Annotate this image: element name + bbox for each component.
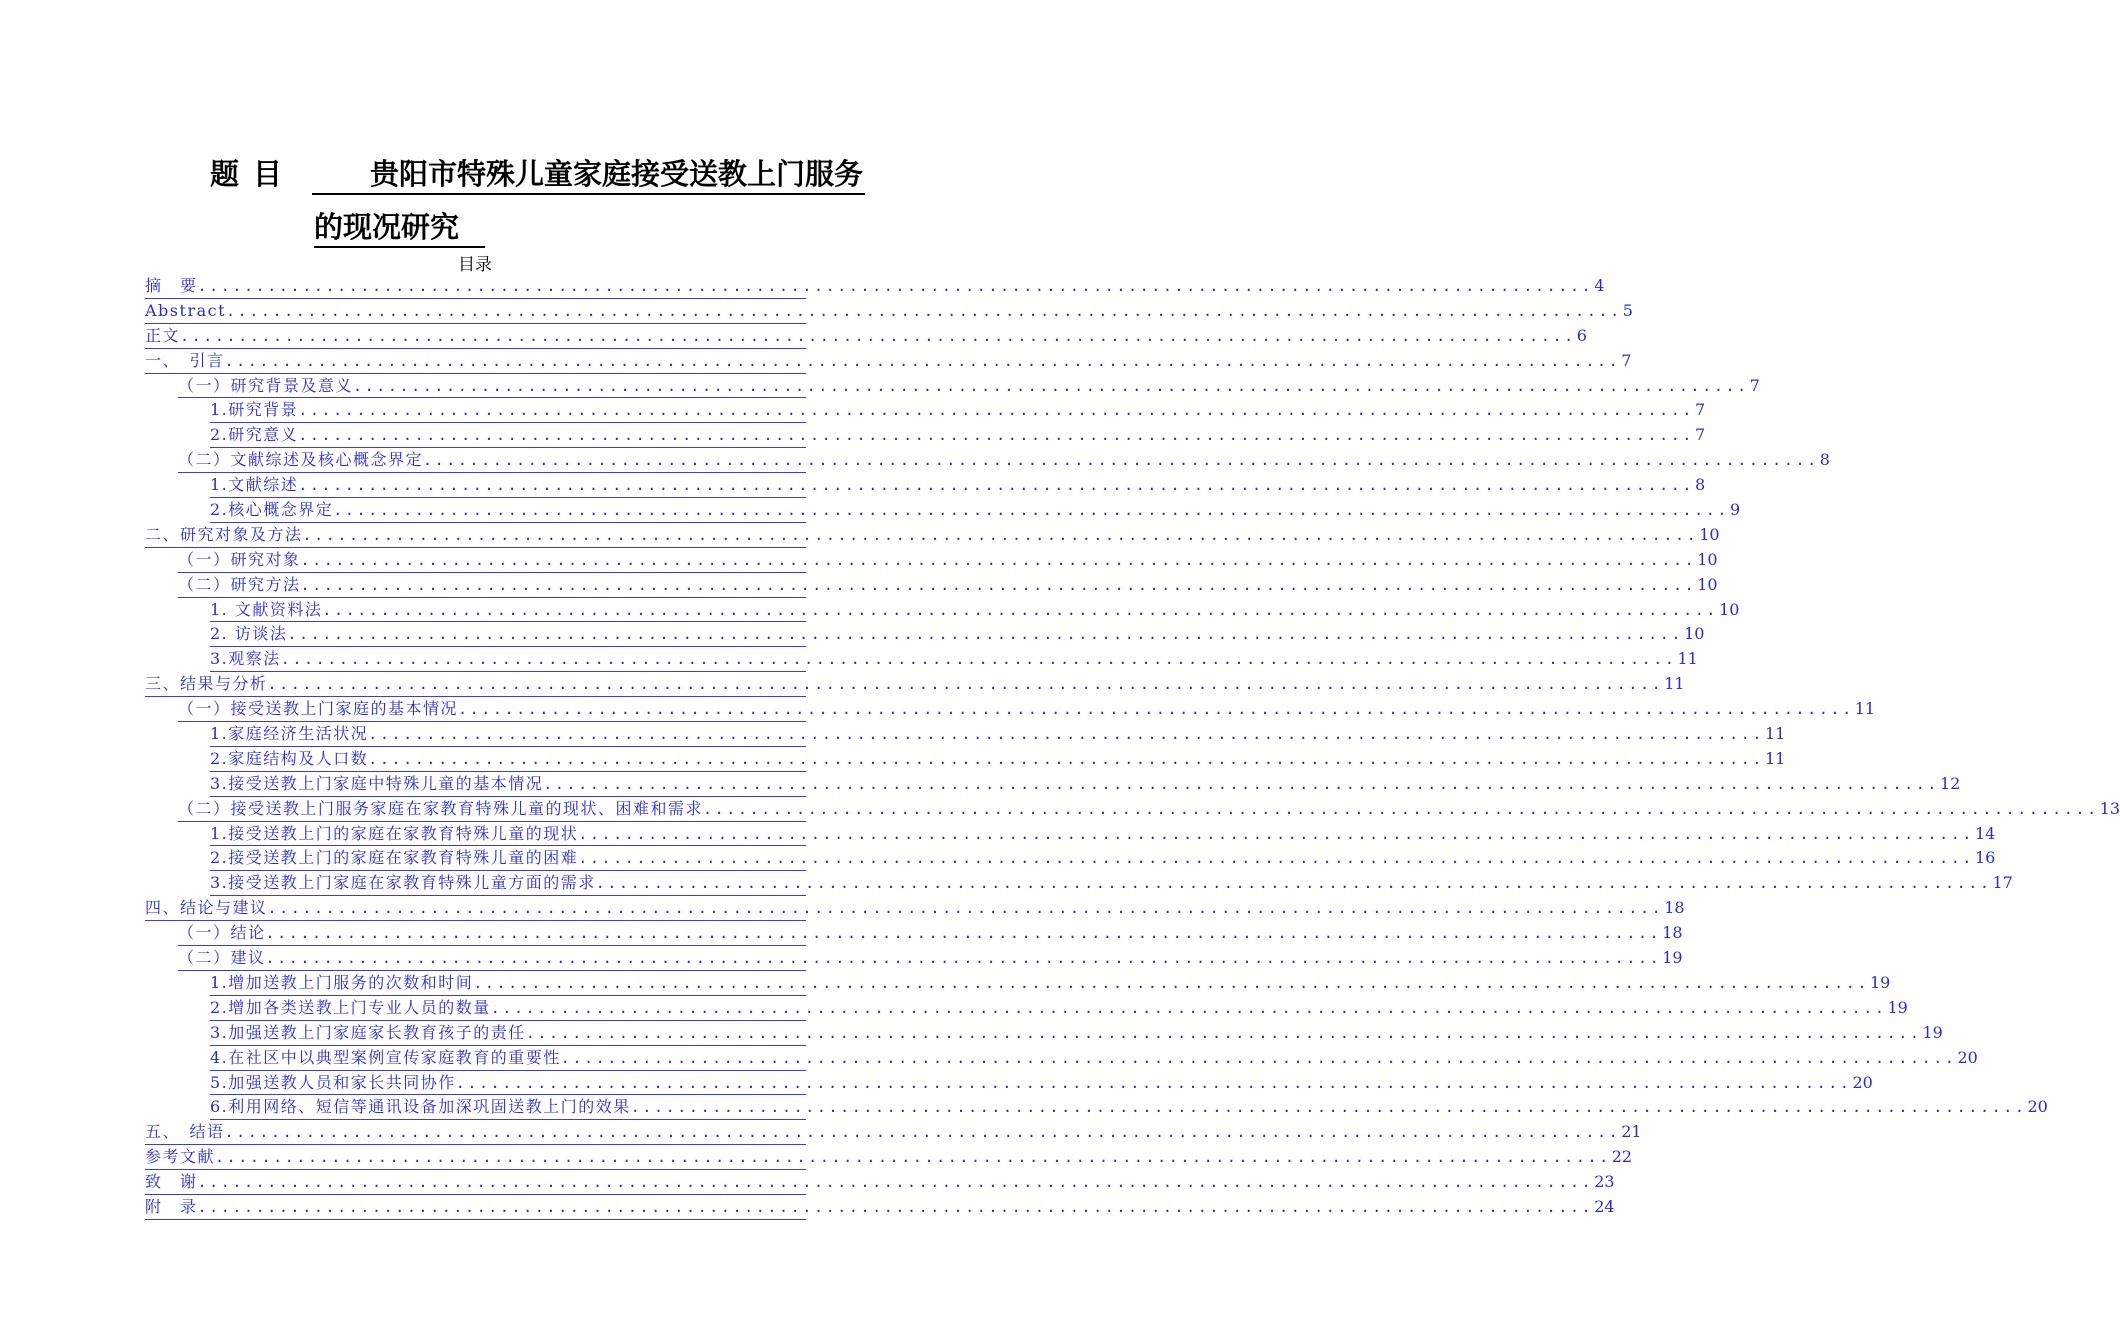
- toc-entry[interactable]: [210, 647, 1698, 672]
- toc-entry[interactable]: [210, 1046, 1978, 1071]
- toc-entry-page-number: 10: [1719, 599, 1740, 619]
- toc-dot-leader: ........................................................................................................................: [368, 725, 1764, 744]
- toc-entry-page-number: 10: [1684, 624, 1705, 644]
- toc-entry[interactable]: [210, 498, 1741, 523]
- toc-dot-leader: ........................................................................................................................: [267, 899, 1664, 918]
- toc-dot-leader: ........................................................................................................................: [302, 525, 1699, 544]
- toc-entry[interactable]: [145, 1145, 1633, 1170]
- toc-dot-leader: ........................................................................................................................: [265, 949, 1662, 968]
- toc-entry-label: 1.家庭经济生活状况: [210, 724, 369, 744]
- title-label: 题目: [210, 157, 297, 191]
- toc-dot-leader: ........................................................................................................................: [197, 1197, 1594, 1216]
- document-title-line-2: [314, 205, 485, 248]
- toc-entry[interactable]: [210, 747, 1786, 772]
- toc-entry-page-number: 20: [1957, 1047, 1978, 1067]
- toc-entry-label: 3.接受送教上门家庭在家教育特殊儿童方面的需求: [210, 873, 596, 893]
- title-text-part-2: 的现况研究: [314, 205, 485, 248]
- toc-entry-page-number: 20: [2027, 1097, 2048, 1117]
- toc-dot-leader: ........................................................................................................................: [560, 1048, 1957, 1067]
- title-text-part-1: 贵阳市特殊儿童家庭接受送教上门服务: [370, 152, 865, 195]
- toc-entry-page-number: 17: [1992, 873, 2013, 893]
- toc-dot-leader: ........................................................................................................................: [215, 1148, 1611, 1167]
- toc-dot-leader: ........................................................................................................................: [703, 799, 2099, 818]
- toc-entry-label: 摘 要: [145, 276, 198, 295]
- toc-dot-leader: ........................................................................................................................: [423, 451, 1819, 470]
- toc-entry-page-number: 12: [1939, 773, 1961, 793]
- toc-dot-leader: ........................................................................................................................: [287, 625, 1684, 644]
- toc-entry-label: （一）结论: [178, 923, 266, 943]
- toc-dot-leader: ........................................................................................................................: [543, 774, 1939, 793]
- toc-entry[interactable]: [210, 846, 1996, 871]
- toc-entry-label: 2.核心概念界定: [210, 500, 334, 520]
- toc-entry[interactable]: [145, 672, 1685, 697]
- toc-entry-label: 2. 访谈法: [210, 624, 288, 644]
- toc-entry-label: 1.接受送教上门的家庭在家教育特殊儿童的现状: [210, 823, 579, 843]
- toc-dot-leader: ........................................................................................................................: [197, 277, 1594, 295]
- toc-entry-label: （二）建议: [178, 948, 266, 968]
- toc-entry[interactable]: [178, 448, 1830, 473]
- toc-dot-leader: ........................................................................................................................: [298, 401, 1694, 420]
- toc-entry-label: 五、 结语: [145, 1122, 225, 1142]
- toc-dot-leader: ........................................................................................................................: [300, 550, 1697, 569]
- toc-dot-leader: ........................................................................................................................: [226, 301, 1622, 320]
- title-underline-gap: [312, 163, 370, 195]
- toc-entry-page-number: 7: [1694, 400, 1706, 420]
- toc-entry-page-number: 8: [1819, 450, 1830, 470]
- toc-entry-label: （一）研究对象: [178, 549, 301, 569]
- toc-entry[interactable]: [210, 398, 1706, 423]
- toc-dot-leader: ........................................................................................................................: [353, 376, 1749, 395]
- toc-entry[interactable]: [210, 598, 1740, 623]
- toc-entry[interactable]: [178, 797, 2120, 822]
- toc-dot-leader: ........................................................................................................................: [368, 749, 1764, 768]
- toc-entry-label: 二、研究对象及方法: [145, 524, 303, 544]
- toc-entry-label: （二）接受送教上门服务家庭在家教育特殊儿童的现状、困难和需求: [178, 798, 704, 818]
- toc-entry-label: （一）研究背景及意义: [178, 375, 354, 395]
- toc-entry[interactable]: [178, 374, 1760, 399]
- toc-entry[interactable]: [210, 971, 1891, 996]
- toc-entry-page-number: 19: [1922, 1022, 1943, 1042]
- toc-entry[interactable]: [145, 324, 1587, 349]
- toc-dot-leader: ........................................................................................................................: [490, 998, 1887, 1017]
- toc-entry[interactable]: [210, 822, 1996, 847]
- toc-heading: 目录: [458, 255, 492, 275]
- toc-entry-label: 附 录: [145, 1196, 198, 1216]
- toc-entry-page-number: 7: [1749, 375, 1760, 395]
- toc-entry-page-number: 11: [1854, 699, 1876, 719]
- toc-entry[interactable]: [210, 1095, 2048, 1120]
- toc-entry-label: 1.增加送教上门服务的次数和时间: [210, 972, 474, 992]
- toc-entry-label: 一、 引言: [145, 350, 225, 370]
- toc-entry-page-number: 20: [1852, 1072, 1873, 1092]
- toc-entry-page-number: 6: [1576, 325, 1587, 345]
- toc-dot-leader: ........................................................................................................................: [578, 824, 1974, 843]
- toc-dot-leader: ........................................................................................................................: [224, 1123, 1621, 1142]
- toc-entry-page-number: 24: [1594, 1196, 1615, 1216]
- toc-entry-label: 2.增加各类送教上门专业人员的数量: [210, 997, 491, 1017]
- toc-entry[interactable]: [210, 423, 1706, 448]
- toc-entry-page-number: 11: [1664, 674, 1685, 694]
- toc-dot-leader: ........................................................................................................................: [322, 600, 1719, 619]
- toc-entry[interactable]: [145, 1120, 1642, 1145]
- toc-entry-page-number: 19: [1869, 972, 1891, 992]
- toc-entry-page-number: 7: [1694, 425, 1706, 445]
- toc-dot-leader: ........................................................................................................................: [525, 1023, 1922, 1042]
- toc-entry[interactable]: [145, 274, 1605, 299]
- toc-entry-page-number: 11: [1764, 748, 1786, 768]
- toc-entry-label: 6.利用网络、短信等通讯设备加深巩固送教上门的效果: [210, 1097, 631, 1117]
- toc-entry-label: 参考文献: [145, 1147, 216, 1167]
- toc-entry-label: （一）接受送教上门家庭的基本情况: [178, 699, 459, 719]
- toc-entry-label: 4.在社区中以典型案例宣传家庭教育的重要性: [210, 1047, 561, 1067]
- toc-dot-leader: ........................................................................................................................: [578, 849, 1974, 868]
- toc-entry[interactable]: [178, 697, 1876, 722]
- toc-entry-page-number: 10: [1699, 524, 1720, 544]
- toc-entry-page-number: 22: [1611, 1147, 1633, 1167]
- toc-entry-label: 3.接受送教上门家庭中特殊儿童的基本情况: [210, 773, 544, 793]
- toc-entry-label: 2.研究意义: [210, 425, 299, 445]
- toc-entry[interactable]: [210, 772, 1961, 797]
- toc-entry[interactable]: [210, 871, 2013, 896]
- toc-entry-label: 致 谢: [145, 1172, 198, 1192]
- toc-entry-label: 2.家庭结构及人口数: [210, 748, 369, 768]
- toc-dot-leader: ........................................................................................................................: [630, 1098, 2027, 1117]
- toc-entry-label: 3.观察法: [210, 649, 281, 669]
- toc-dot-leader: ........................................................................................................................: [595, 874, 1992, 893]
- toc-entry[interactable]: [210, 473, 1706, 498]
- toc-entry-label: 5.加强送教人员和家长共同协作: [210, 1072, 456, 1092]
- toc-entry-page-number: 8: [1694, 475, 1706, 495]
- toc-entry-page-number: 11: [1677, 649, 1698, 669]
- toc-entry[interactable]: [210, 1021, 1943, 1046]
- toc-entry[interactable]: [178, 921, 1683, 946]
- toc-entry-page-number: 11: [1764, 724, 1786, 744]
- toc-entry[interactable]: [145, 896, 1685, 921]
- toc-entry[interactable]: [145, 523, 1720, 548]
- toc-dot-leader: ........................................................................................................................: [298, 426, 1694, 445]
- toc-entry[interactable]: [210, 722, 1786, 747]
- toc-entry-page-number: 10: [1697, 574, 1718, 594]
- toc-dot-leader: ........................................................................................................................: [280, 650, 1677, 669]
- toc-entry[interactable]: [178, 548, 1718, 573]
- toc-entry-label: （二）文献综述及核心概念界定: [178, 450, 424, 470]
- toc-entry-label: Abstract: [145, 300, 227, 320]
- toc-entry-label: （二）研究方法: [178, 574, 301, 594]
- table-of-contents: [145, 274, 2120, 1220]
- toc-entry[interactable]: [145, 1170, 1615, 1195]
- toc-entry-label: 1.文献综述: [210, 475, 299, 495]
- toc-dot-leader: ........................................................................................................................: [224, 351, 1621, 370]
- document-title-line-1: [210, 152, 865, 195]
- toc-entry[interactable]: [178, 946, 1683, 971]
- toc-entry[interactable]: [145, 1195, 1615, 1220]
- toc-dot-leader: ........................................................................................................................: [300, 575, 1697, 594]
- toc-entry-label: 四、结论与建议: [145, 898, 268, 918]
- toc-entry-page-number: 9: [1729, 500, 1741, 520]
- toc-entry-label: 1. 文献资料法: [210, 599, 323, 619]
- toc-entry[interactable]: [145, 299, 1633, 324]
- toc-entry-page-number: 5: [1622, 300, 1633, 320]
- toc-entry-page-number: 14: [1974, 823, 1996, 843]
- toc-dot-leader: ........................................................................................................................: [267, 675, 1664, 694]
- toc-entry[interactable]: [210, 622, 1705, 647]
- toc-dot-leader: ........................................................................................................................: [333, 501, 1729, 520]
- toc-entry-page-number: 7: [1621, 350, 1632, 370]
- toc-entry-page-number: 19: [1887, 997, 1908, 1017]
- toc-entry-label: 三、结果与分析: [145, 674, 268, 694]
- toc-dot-leader: ........................................................................................................................: [455, 1073, 1852, 1092]
- toc-entry-page-number: 18: [1662, 923, 1683, 943]
- toc-entry-page-number: 10: [1697, 549, 1718, 569]
- toc-dot-leader: ........................................................................................................................: [473, 973, 1869, 992]
- toc-entry-label: 1.研究背景: [210, 400, 299, 420]
- toc-entry-page-number: 13: [2099, 798, 2120, 818]
- toc-dot-leader: ........................................................................................................................: [458, 700, 1854, 719]
- toc-entry-page-number: 4: [1594, 276, 1605, 295]
- toc-dot-leader: ........................................................................................................................: [265, 924, 1662, 943]
- toc-entry[interactable]: [210, 996, 1908, 1021]
- toc-dot-leader: ........................................................................................................................: [197, 1173, 1594, 1192]
- toc-dot-leader: ........................................................................................................................: [180, 326, 1576, 345]
- toc-entry[interactable]: [145, 349, 1632, 374]
- toc-entry[interactable]: [178, 573, 1718, 598]
- toc-entry-label: 2.接受送教上门的家庭在家教育特殊儿童的困难: [210, 848, 579, 868]
- toc-entry-label: 正文: [145, 325, 181, 345]
- toc-entry-page-number: 23: [1594, 1172, 1615, 1192]
- toc-entry-page-number: 19: [1662, 948, 1683, 968]
- toc-entry[interactable]: [210, 1071, 1873, 1096]
- toc-dot-leader: ........................................................................................................................: [298, 476, 1694, 495]
- toc-entry-label: 3.加强送教上门家庭家长教育孩子的责任: [210, 1022, 526, 1042]
- toc-entry-page-number: 21: [1621, 1122, 1642, 1142]
- toc-entry-page-number: 16: [1974, 848, 1996, 868]
- toc-entry-page-number: 18: [1664, 898, 1685, 918]
